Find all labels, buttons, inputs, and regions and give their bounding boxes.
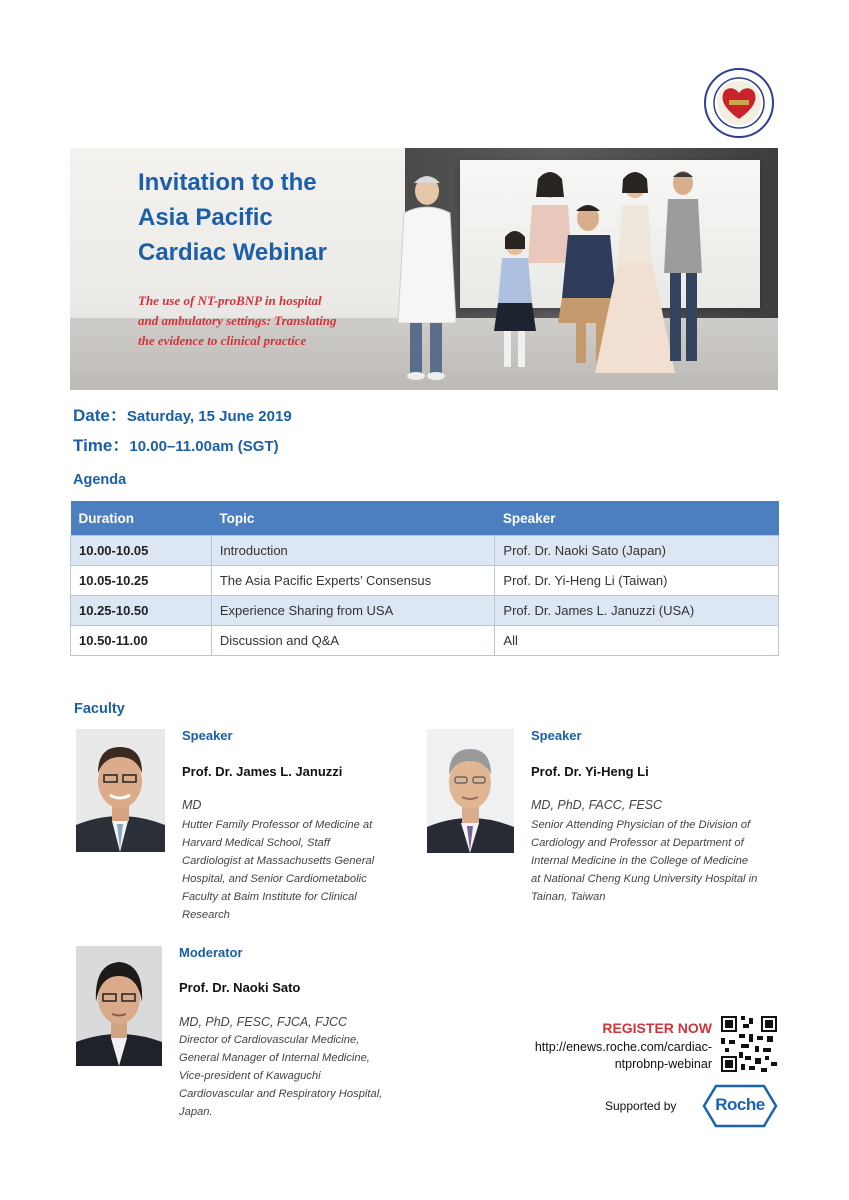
hero-title-line-2: Asia Pacific: [138, 204, 273, 231]
bio-line: Japan.: [179, 1106, 213, 1118]
agenda-col-duration: Duration: [71, 501, 212, 536]
hero-title-line-1: Invitation to the: [138, 169, 317, 196]
bio-line: Internal Medicine in the College of Medicine: [531, 855, 749, 867]
januzzi-role: Speaker: [182, 728, 233, 743]
bio-line: Tainan, Taiwan: [531, 891, 606, 903]
agenda-col-speaker: Speaker: [495, 501, 779, 536]
agenda-table: [70, 501, 779, 656]
bio-line: Vice-president of Kawaguchi: [179, 1070, 321, 1082]
agenda-header-row: [71, 501, 779, 536]
event-date: [73, 401, 292, 426]
svg-text:·: ·: [738, 75, 740, 80]
li-credentials: MD, PhD, FACC, FESC: [531, 798, 663, 812]
agenda-duration: 10.00-10.05: [71, 536, 212, 566]
qr-code-icon[interactable]: [721, 1016, 777, 1072]
agenda-speaker: Prof. Dr. James L. Januzzi (USA): [495, 596, 779, 626]
bio-line: Harvard Medical School, Staff: [182, 837, 330, 849]
register-url-line: http://enews.roche.com/cardiac-: [534, 1040, 712, 1054]
agenda-topic: Discussion and Q&A: [211, 626, 495, 656]
li-photo: [427, 729, 514, 853]
agenda-topic: The Asia Pacific Experts’ Consensus: [211, 566, 495, 596]
bio-line: Hutter Family Professor of Medicine at: [182, 819, 373, 831]
roche-logo-text: Roche: [715, 1095, 765, 1114]
hero-subtitle-line-2: and ambulatory settings: Translating: [138, 313, 337, 328]
agenda-duration: 10.25-10.50: [71, 596, 212, 626]
agenda-duration: 10.05-10.25: [71, 566, 212, 596]
time-label: Time：: [73, 436, 130, 455]
agenda-speaker: Prof. Dr. Yi-Heng Li (Taiwan): [495, 566, 779, 596]
time-value: 10.00–11.00am (SGT): [129, 438, 279, 455]
agenda-speaker: Prof. Dr. Naoki Sato (Japan): [495, 536, 779, 566]
li-bio: [531, 816, 781, 906]
bio-line: General Manager of Internal Medicine,: [179, 1052, 370, 1064]
family-photo-illustration: [390, 163, 720, 388]
agenda-topic: Introduction: [211, 536, 495, 566]
table-row: [71, 536, 779, 566]
januzzi-name: Prof. Dr. James L. Januzzi: [182, 764, 343, 779]
register-now-label: REGISTER NOW: [602, 1020, 712, 1036]
register-url-link[interactable]: [535, 1039, 712, 1073]
bio-line: at National Cheng Kung University Hospital in: [531, 873, 758, 885]
sato-credentials: MD, PhD, FESC, FJCA, FJCC: [179, 1015, 348, 1029]
agenda-col-topic: Topic: [211, 501, 495, 536]
bio-line: Research: [182, 909, 230, 921]
li-role: Speaker: [531, 728, 582, 743]
bio-line: Faculty at Baim Institute for Clinical: [182, 891, 357, 903]
supported-by-label: Supported by: [605, 1099, 677, 1113]
sato-name: Prof. Dr. Naoki Sato: [179, 980, 301, 995]
sato-photo: [76, 946, 162, 1066]
januzzi-bio: [182, 816, 412, 924]
bio-line: Hospital, and Senior Cardiometabolic: [182, 873, 367, 885]
agenda-topic: Experience Sharing from USA: [211, 596, 495, 626]
sato-bio: [179, 1031, 419, 1121]
bio-line: Cardiovascular and Respiratory Hospital,: [179, 1088, 383, 1100]
hero-banner: [70, 148, 778, 390]
table-row: [71, 596, 779, 626]
table-row: [71, 566, 779, 596]
date-label: Date：: [73, 406, 127, 425]
roche-logo: [702, 1084, 778, 1128]
event-time: [73, 431, 279, 456]
bio-line: Cardiologist at Massachusetts General: [182, 855, 375, 867]
li-name: Prof. Dr. Yi-Heng Li: [531, 764, 649, 779]
faculty-heading: Faculty: [74, 701, 125, 717]
agenda-heading: Agenda: [73, 472, 127, 488]
hero-subtitle-line-3: the evidence to clinical practice: [138, 333, 307, 348]
bio-line: Senior Attending Physician of the Division of: [531, 819, 751, 831]
agenda-duration: 10.50-11.00: [71, 626, 212, 656]
hero-title-line-3: Cardiac Webinar: [138, 239, 327, 266]
society-logo: [703, 67, 775, 139]
register-url-line: ntprobnp-webinar: [614, 1057, 712, 1071]
bio-line: Cardiology and Professor at Department of: [531, 837, 744, 849]
sato-role: Moderator: [179, 945, 243, 960]
januzzi-photo: [76, 729, 165, 852]
januzzi-credentials: MD: [182, 798, 202, 812]
table-row: [71, 626, 779, 656]
bio-line: Director of Cardiovascular Medicine,: [179, 1034, 360, 1046]
hero-subtitle-line-1: The use of NT-proBNP in hospital: [138, 293, 322, 308]
date-value: Saturday, 15 June 2019: [126, 408, 292, 425]
agenda-speaker: All: [495, 626, 779, 656]
